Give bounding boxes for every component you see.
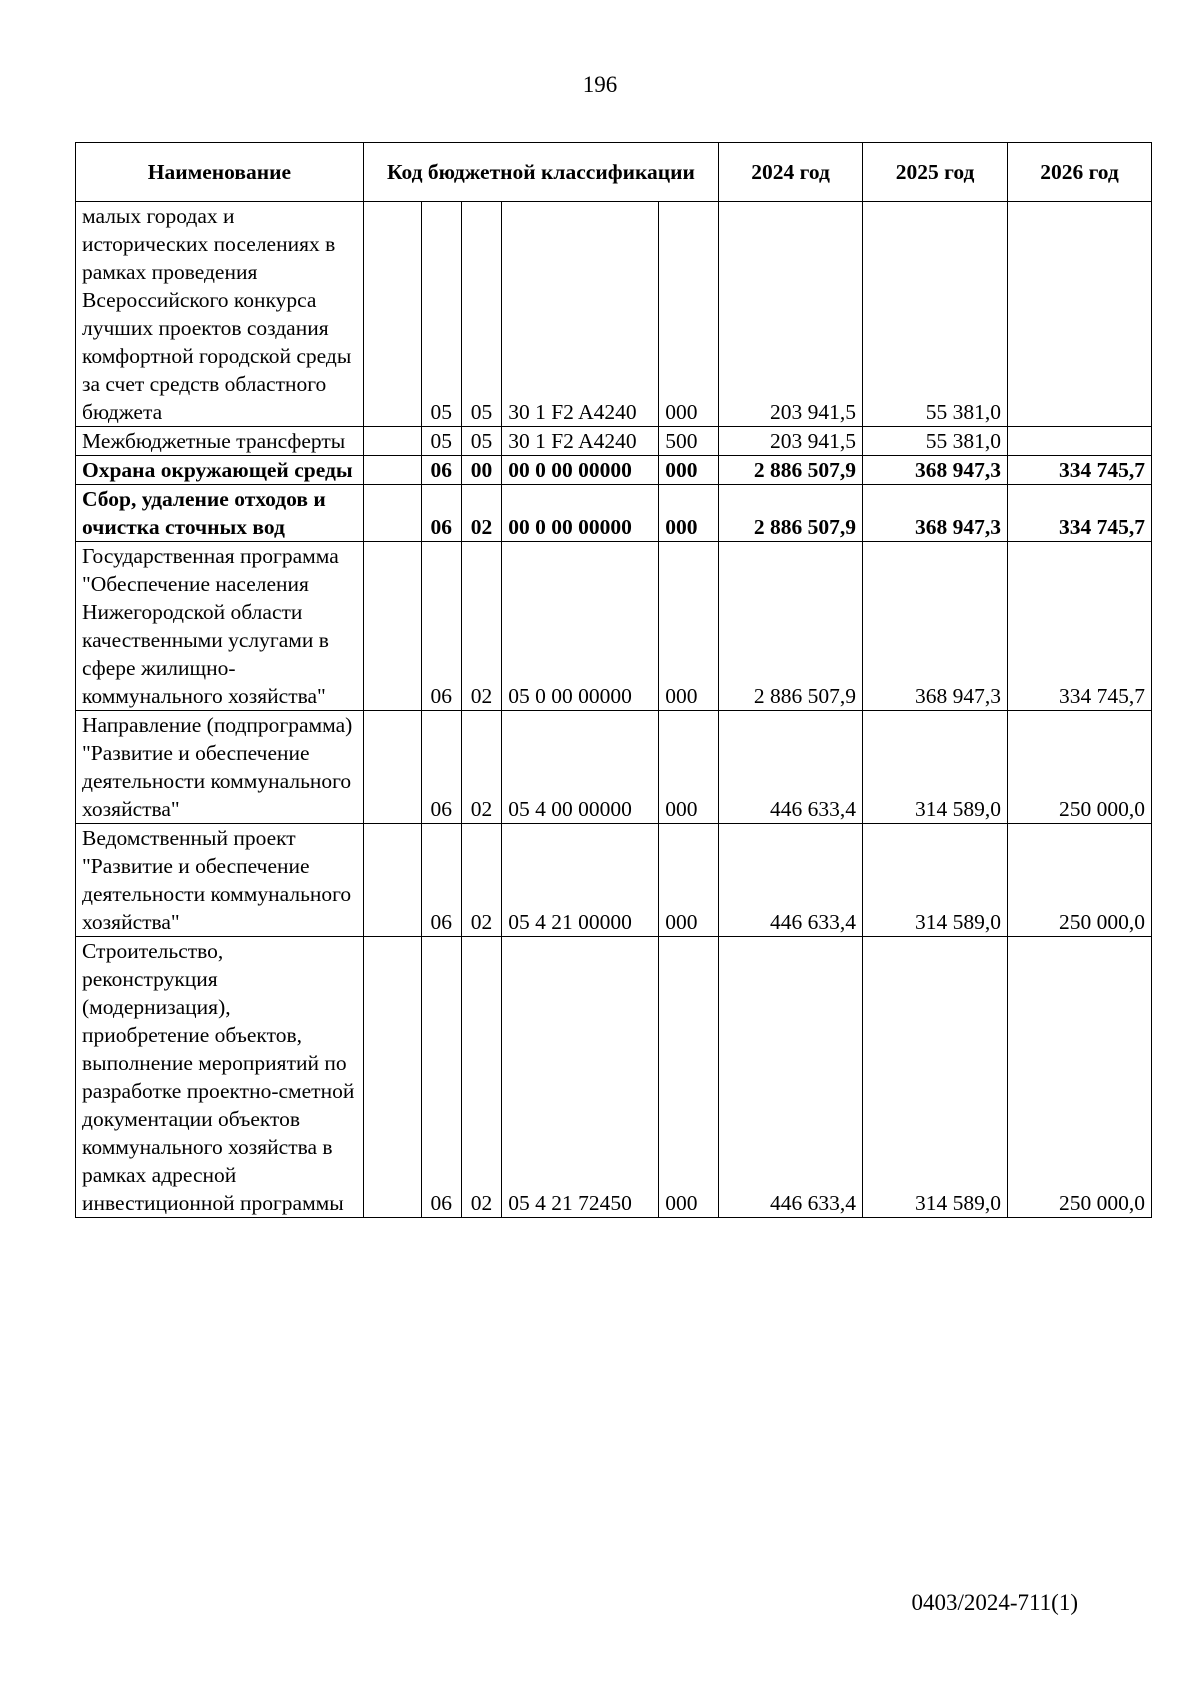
row-csr: 05 4 00 00000 (502, 711, 659, 824)
row-2026: 250 000,0 (1008, 824, 1152, 937)
empty-cell (363, 711, 421, 824)
row-name: Направление (подпрограмма) "Развитие и обеспечение деятельности коммунального хозяйства" (76, 711, 364, 824)
document-code: 0403/2024-711(1) (911, 1590, 1078, 1615)
row-csr: 30 1 F2 A4240 (502, 427, 659, 456)
row-csr: 00 0 00 00000 (502, 456, 659, 485)
row-2026 (1008, 427, 1152, 456)
row-2025: 55 381,0 (863, 427, 1008, 456)
table-header-row (76, 143, 1152, 202)
row-vr: 000 (659, 937, 719, 1218)
row-name: Межбюджетные трансферты (76, 427, 364, 456)
row-2024: 446 633,4 (719, 937, 863, 1218)
row-vr: 000 (659, 824, 719, 937)
row-csr: 05 0 00 00000 (502, 542, 659, 711)
row-pr: 05 (461, 427, 501, 456)
header-2026: 2026 год (1008, 143, 1152, 202)
row-2024: 446 633,4 (719, 711, 863, 824)
row-name: Охрана окружающей среды (76, 456, 364, 485)
empty-cell (363, 824, 421, 937)
row-rz: 05 (421, 427, 461, 456)
row-pr: 02 (461, 937, 501, 1218)
row-2025: 368 947,3 (863, 542, 1008, 711)
row-2025: 314 589,0 (863, 711, 1008, 824)
row-rz: 06 (421, 542, 461, 711)
row-2025: 55 381,0 (863, 202, 1008, 427)
row-rz: 06 (421, 824, 461, 937)
row-name: Строительство, реконструкция (модернизация), приобретение объектов, выполнение мероприятий по разработке проектно-сметной документации объектов коммунального хозяйства в рамках адресной инвестиционной программы (76, 937, 364, 1218)
page-number: 196 (582, 72, 618, 97)
row-csr: 30 1 F2 A4240 (502, 202, 659, 427)
table-row (76, 824, 1152, 937)
row-2024: 2 886 507,9 (719, 456, 863, 485)
header-2025: 2025 год (863, 143, 1008, 202)
row-2025: 368 947,3 (863, 456, 1008, 485)
table-row (76, 427, 1152, 456)
row-pr: 02 (461, 711, 501, 824)
row-2025: 314 589,0 (863, 824, 1008, 937)
row-2026: 334 745,7 (1008, 485, 1152, 542)
empty-cell (363, 456, 421, 485)
empty-cell (363, 427, 421, 456)
row-2026 (1008, 202, 1152, 427)
row-2026: 250 000,0 (1008, 937, 1152, 1218)
row-csr: 00 0 00 00000 (502, 485, 659, 542)
budget-table (75, 142, 1152, 1218)
row-rz: 06 (421, 937, 461, 1218)
table-row (76, 937, 1152, 1218)
empty-cell (363, 542, 421, 711)
row-vr: 500 (659, 427, 719, 456)
row-pr: 02 (461, 824, 501, 937)
row-2024: 446 633,4 (719, 824, 863, 937)
table-row (76, 202, 1152, 427)
row-2026: 334 745,7 (1008, 542, 1152, 711)
row-pr: 02 (461, 485, 501, 542)
row-csr: 05 4 21 72450 (502, 937, 659, 1218)
row-pr: 05 (461, 202, 501, 427)
table-row (76, 711, 1152, 824)
row-rz: 06 (421, 711, 461, 824)
row-vr: 000 (659, 542, 719, 711)
row-2026: 334 745,7 (1008, 456, 1152, 485)
row-pr: 00 (461, 456, 501, 485)
table-row (76, 456, 1152, 485)
table-row (76, 485, 1152, 542)
empty-cell (363, 202, 421, 427)
row-2025: 314 589,0 (863, 937, 1008, 1218)
row-2026: 250 000,0 (1008, 711, 1152, 824)
row-csr: 05 4 21 00000 (502, 824, 659, 937)
row-vr: 000 (659, 485, 719, 542)
row-rz: 06 (421, 456, 461, 485)
row-2024: 2 886 507,9 (719, 485, 863, 542)
header-code: Код бюджетной классификации (363, 143, 718, 202)
header-name: Наименование (76, 143, 364, 202)
row-2025: 368 947,3 (863, 485, 1008, 542)
empty-cell (363, 937, 421, 1218)
row-rz: 05 (421, 202, 461, 427)
table-row (76, 542, 1152, 711)
header-2024: 2024 год (719, 143, 863, 202)
row-2024: 2 886 507,9 (719, 542, 863, 711)
row-rz: 06 (421, 485, 461, 542)
row-name: малых городах и исторических поселениях в рамках проведения Всероссийского конкурса лучших проектов создания комфортной городской среды за счет средств областного бюджета (76, 202, 364, 427)
row-name: Государственная программа "Обеспечение населения Нижегородской области качественными услугами в сфере жилищно-коммунального хозяйства" (76, 542, 364, 711)
empty-cell (363, 485, 421, 542)
row-name: Сбор, удаление отходов и очистка сточных вод (76, 485, 364, 542)
row-vr: 000 (659, 202, 719, 427)
row-name: Ведомственный проект "Развитие и обеспечение деятельности коммунального хозяйства" (76, 824, 364, 937)
row-2024: 203 941,5 (719, 427, 863, 456)
row-2024: 203 941,5 (719, 202, 863, 427)
row-vr: 000 (659, 711, 719, 824)
row-vr: 000 (659, 456, 719, 485)
row-pr: 02 (461, 542, 501, 711)
